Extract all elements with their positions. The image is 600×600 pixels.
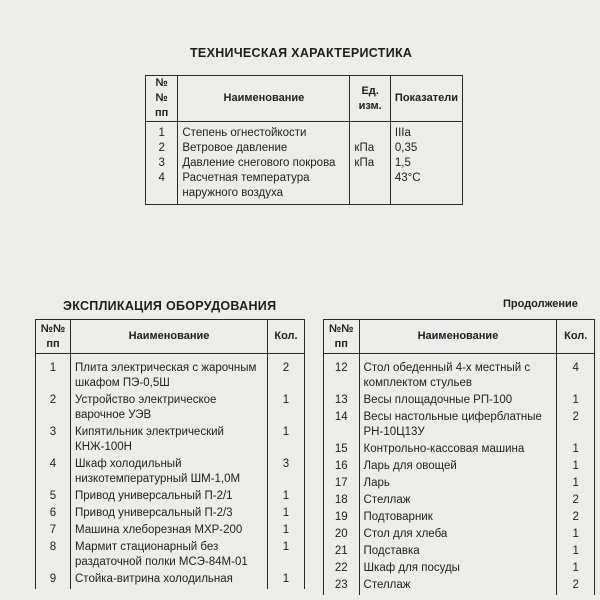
row-qty: 1	[268, 489, 305, 506]
row-name: Подтоварник	[359, 510, 557, 527]
equip-right-header-name: Наименование	[359, 320, 557, 354]
row-qty: 1	[557, 544, 595, 561]
row-name: Машина хлеборезная МХР-200	[71, 523, 268, 540]
tech-header-value: Показатели	[390, 76, 462, 122]
row-num: 13	[324, 393, 360, 410]
row-num: 23	[324, 578, 360, 595]
row-qty: 2	[268, 354, 305, 394]
row-num: 12	[324, 354, 360, 394]
equip-row	[324, 544, 595, 561]
equip-row	[36, 457, 305, 489]
row-name: Расчетная температура наружного воздуха	[178, 171, 350, 205]
row-qty: 1	[268, 506, 305, 523]
row-num: 1	[146, 122, 178, 142]
equip-row	[324, 354, 595, 394]
equip-row	[324, 527, 595, 544]
row-value: IIIa	[390, 122, 462, 142]
tech-header-unit: Ед. изм.	[350, 76, 390, 122]
row-qty: 1	[557, 561, 595, 578]
row-num: 6	[36, 506, 71, 523]
equip-row	[324, 410, 595, 442]
row-qty: 1	[557, 442, 595, 459]
row-qty: 1	[557, 476, 595, 493]
equip-row	[36, 354, 305, 394]
row-value: 1,5	[390, 156, 462, 171]
row-qty: 1	[557, 527, 595, 544]
row-name: Стол обеденный 4-х местный с комплектом стульев	[359, 354, 557, 394]
row-qty: 1	[557, 393, 595, 410]
equip-row	[36, 523, 305, 540]
row-num: 1	[36, 354, 71, 394]
row-qty: 1	[268, 523, 305, 540]
table-row	[146, 122, 463, 142]
row-value: 0,35	[390, 141, 462, 156]
row-name: Привод универсальный П-2/1	[71, 489, 268, 506]
equip-row	[324, 561, 595, 578]
row-name: Шкаф холодильный низкотемпературный ШМ-1,0М	[71, 457, 268, 489]
equip-row	[324, 476, 595, 493]
row-qty: 2	[557, 410, 595, 442]
row-name: Ветровое давление	[178, 141, 350, 156]
row-num: 8	[36, 540, 71, 572]
row-name: Привод универсальный П-2/3	[71, 506, 268, 523]
row-qty: 1	[268, 572, 305, 589]
row-num: 17	[324, 476, 360, 493]
row-name: Степень огнестойкости	[178, 122, 350, 142]
equip-row	[324, 493, 595, 510]
equip-row	[36, 425, 305, 457]
row-unit: кПа	[350, 156, 390, 171]
row-unit: кПа	[350, 141, 390, 156]
row-qty: 2	[557, 578, 595, 595]
row-name: Давление снегового покрова	[178, 156, 350, 171]
row-name: Ларь для овощей	[359, 459, 557, 476]
continuation-label: Продолжение	[503, 298, 578, 310]
equip-left-header-qty: Кол.	[268, 320, 305, 354]
equip-left-header-num: №№ пп	[36, 320, 71, 354]
row-num: 20	[324, 527, 360, 544]
row-num: 9	[36, 572, 71, 589]
row-qty: 2	[557, 510, 595, 527]
tech-header-name: Наименование	[178, 76, 350, 122]
row-name: Ларь	[359, 476, 557, 493]
row-num: 18	[324, 493, 360, 510]
table-row	[146, 156, 463, 171]
row-num: 4	[146, 171, 178, 205]
row-num: 3	[36, 425, 71, 457]
row-qty: 1	[268, 540, 305, 572]
equip-right-header-qty: Кол.	[557, 320, 595, 354]
row-qty: 1	[557, 459, 595, 476]
row-name: Стол для хлеба	[359, 527, 557, 544]
table-row	[146, 141, 463, 156]
row-num: 21	[324, 544, 360, 561]
row-name: Контрольно-кассовая машина	[359, 442, 557, 459]
equip-left-header-name: Наименование	[71, 320, 268, 354]
row-num: 16	[324, 459, 360, 476]
row-name: Устройство электрическое варочное УЭВ	[71, 393, 268, 425]
row-qty: 2	[557, 493, 595, 510]
equip-table-right	[323, 319, 595, 595]
row-qty: 4	[557, 354, 595, 394]
row-name: Стойка-витрина холодильная	[71, 572, 268, 589]
row-qty: 3	[268, 457, 305, 489]
equip-row	[324, 393, 595, 410]
equip-row	[324, 442, 595, 459]
equip-row	[36, 506, 305, 523]
row-name: Подставка	[359, 544, 557, 561]
row-num: 22	[324, 561, 360, 578]
row-qty: 1	[268, 393, 305, 425]
equip-title: ЭКСПЛИКАЦИЯ ОБОРУДОВАНИЯ	[63, 299, 277, 313]
row-num: 2	[146, 141, 178, 156]
tech-table	[145, 75, 463, 205]
row-name: Весы настольные циферблатные РН-10Ц13У	[359, 410, 557, 442]
equip-row	[324, 510, 595, 527]
equip-row	[324, 459, 595, 476]
row-num: 5	[36, 489, 71, 506]
equip-row	[36, 489, 305, 506]
equip-row	[324, 578, 595, 595]
equip-row	[36, 572, 305, 589]
tech-title: ТЕХНИЧЕСКАЯ ХАРАКТЕРИСТИКА	[190, 46, 413, 60]
row-name: Мармит стационарный без раздаточной полки МСЭ-84М-01	[71, 540, 268, 572]
row-unit	[350, 122, 390, 142]
row-qty: 1	[268, 425, 305, 457]
row-name: Стеллаж	[359, 578, 557, 595]
row-name: Стеллаж	[359, 493, 557, 510]
row-num: 4	[36, 457, 71, 489]
equip-table-left	[35, 319, 305, 589]
equip-row	[36, 393, 305, 425]
row-num: 14	[324, 410, 360, 442]
row-name: Шкаф для посуды	[359, 561, 557, 578]
row-unit	[350, 171, 390, 205]
row-num: 19	[324, 510, 360, 527]
row-num: 3	[146, 156, 178, 171]
row-num: 7	[36, 523, 71, 540]
row-num: 15	[324, 442, 360, 459]
equip-right-header-num: №№ пп	[324, 320, 360, 354]
row-num: 2	[36, 393, 71, 425]
row-name: Плита электрическая с жарочным шкафом ПЭ-0,5Ш	[71, 354, 268, 394]
equip-row	[36, 540, 305, 572]
row-name: Весы площадочные РП-100	[359, 393, 557, 410]
table-row	[146, 171, 463, 205]
tech-header-num: №№ пп	[146, 76, 178, 122]
row-name: Кипятильник электрический КНЖ-100Н	[71, 425, 268, 457]
row-value: 43°C	[390, 171, 462, 205]
